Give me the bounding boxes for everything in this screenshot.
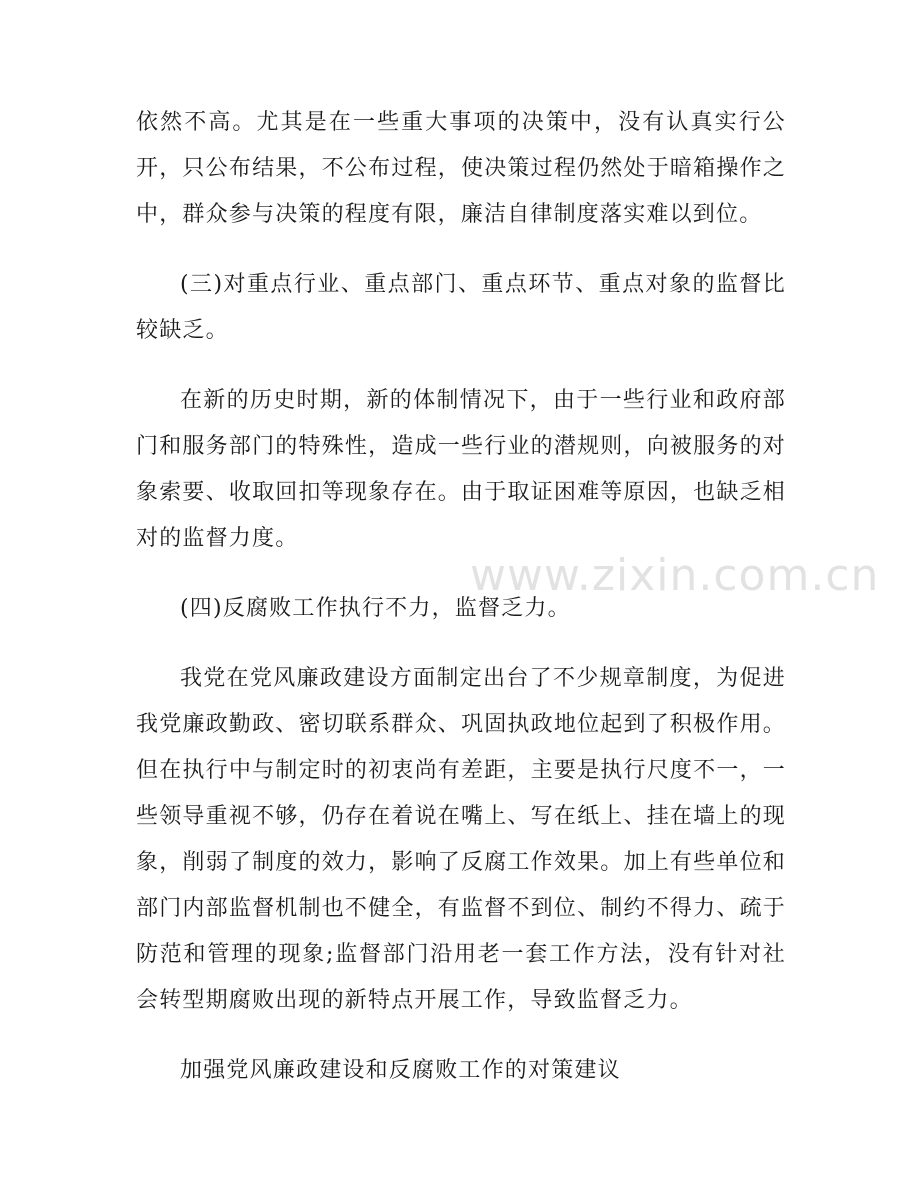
paragraph-continuation: 依然不高。尤其是在一些重大事项的决策中，没有认真实行公开，只公布结果，不公布过程，使决策过程仍然处于暗箱操作之中，群众参与决策的程度有限，廉洁自律制度落实难以到位。 — [136, 110, 786, 227]
section-heading-4: (四)反腐败工作执行不力，监督乏力。 — [180, 596, 571, 621]
section-heading-countermeasures: 加强党风廉政建设和反腐败工作的对策建议 — [180, 1058, 621, 1083]
watermark: www.zixin.com.cn — [470, 550, 880, 601]
paragraph-new-era: 在新的历史时期，新的体制情况下，由于一些行业和政府部门和服务部门的特殊性，造成一些行业的潜规则，向被服务的对象索要、收取回扣等现象存在。由于取证困难等原因，也缺乏相对的监督力度。 — [136, 388, 786, 551]
paragraph-regulations: 我党在党风廉政建设方面制定出台了不少规章制度，为促进我党廉政勤政、密切联系群众、巩固执政地位起到了积极作用。但在执行中与制定时的初衷尚有差距，主要是执行尺度不一，一些领导重视不够，仍存在着说在嘴上、写在纸上、挂在墙上的现象，削弱了制度的效力，影响了反腐工作效果。加上有些单位和部门内部监督机制也不健全，有监督不到位、制约不得力、疏于防范和管理的现象;监督部门沿用老一套工作方法，没有针对社会转型期腐败出现的新特点开展工作，导致监督乏力。 — [136, 666, 786, 1013]
document-body — [136, 100, 786, 1094]
section-heading-3: (三)对重点行业、重点部门、重点环节、重点对象的监督比较缺乏。 — [136, 272, 786, 343]
